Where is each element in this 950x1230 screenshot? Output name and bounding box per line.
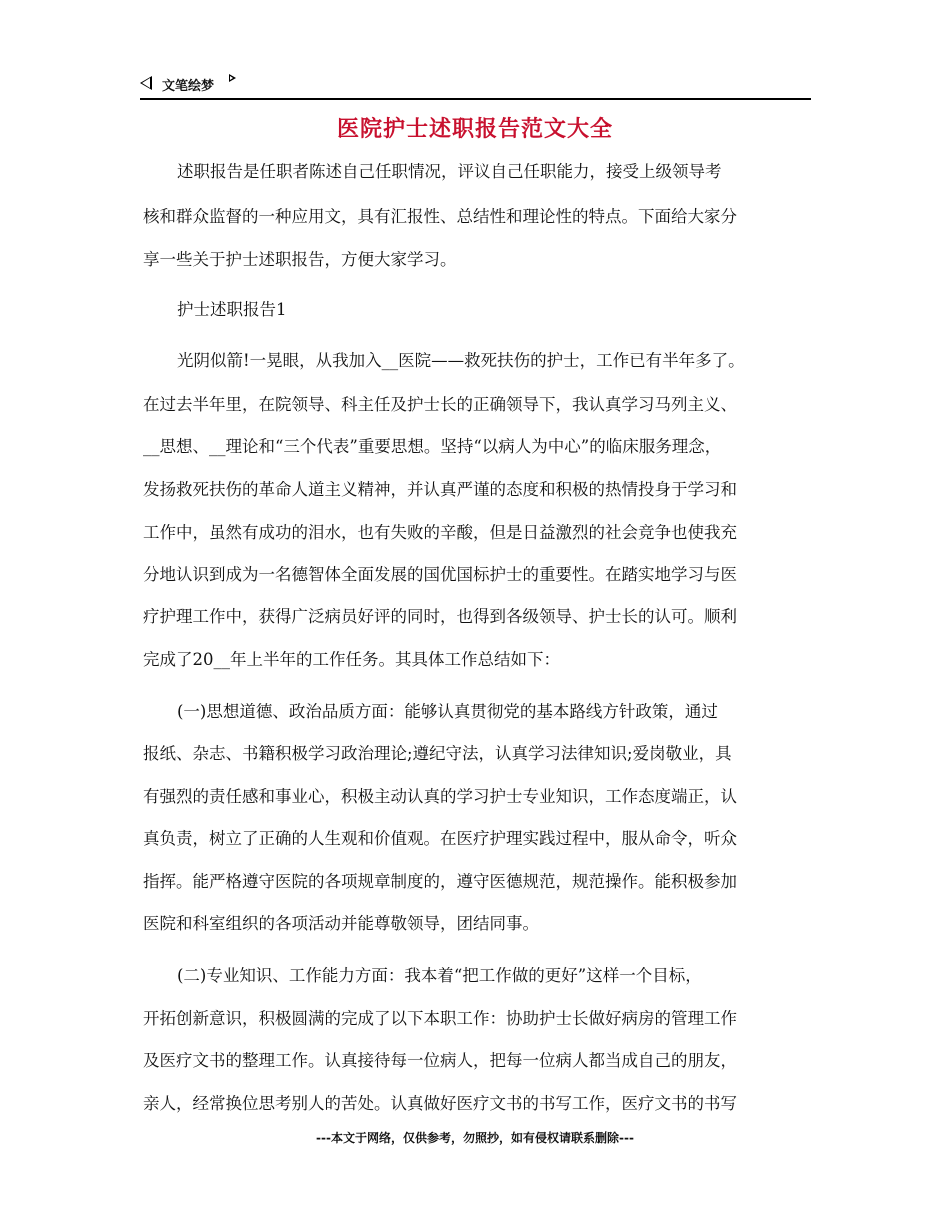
footer-disclaimer: ---本文于网络，仅供参考，勿照抄，如有侵权请联系删除---: [316, 1131, 634, 1145]
text-line: 疗护理工作中，获得广泛病员好评的同时，也得到各级领导、护士长的认可。顺利: [143, 607, 737, 626]
text-line: 享一些关于护士述职报告，方便大家学习。: [143, 250, 457, 269]
text-line: 开拓创新意识，积极圆满的完成了以下本职工作：协助护士长做好病房的管理工作: [143, 1009, 737, 1028]
page-header: [140, 72, 811, 100]
text-line: 分地认识到成为一名德智体全面发展的国优国标护士的重要性。在踏实地学习与医: [143, 565, 737, 584]
text-line: 指挥。能严格遵守医院的各项规章制度的，遵守医德规范，规范操作。能积极参加: [143, 872, 737, 891]
text-line: 有强烈的责任感和事业心，积极主动认真的学习护士专业知识，工作态度端正，认: [143, 787, 737, 806]
document-title: 医院护士述职报告范文大全: [336, 117, 613, 142]
text-line: 工作中，虽然有成功的泪水，也有失败的辛酸，但是日益激烈的社会竞争也使我充: [143, 523, 737, 542]
triangle-right-icon: [229, 74, 236, 82]
text-line: 述职报告是任职者陈述自己任职情况，评议自己任职能力，接受上级领导考: [177, 162, 722, 181]
text-line: 报纸、杂志、书籍积极学习政治理论;遵纪守法，认真学习法律知识;爱岗敬业，具: [143, 744, 732, 763]
text-line: (一)思想道德、政治品质方面：能够认真贯彻党的基本路线方针政策，通过: [177, 702, 718, 721]
text-line: 及医疗文书的整理工作。认真接待每一位病人，把每一位病人都当成自己的朋友，: [143, 1051, 737, 1070]
text-line: 完成了20__年上半年的工作任务。其具体工作总结如下：: [143, 650, 560, 669]
text-line: 在过去半年里，在院领导、科主任及护士长的正确领导下，我认真学习马列主义、: [143, 395, 737, 414]
text-line: __思想、__理论和“三个代表”重要思想。坚持“以病人为中心”的临床服务理念，: [143, 437, 722, 456]
section-heading: 护士述职报告1: [177, 300, 287, 319]
text-line: 真负责，树立了正确的人生观和价值观。在医疗护理实践过程中，服从命令，听众: [143, 829, 737, 848]
text-line: 发扬救死扶伤的革命人道主义精神，并认真严谨的态度和积极的热情投身于学习和: [143, 480, 737, 499]
triangle-left-icon: [140, 76, 152, 90]
text-line: 亲人，经常换位思考别人的苦处。认真做好医疗文书的书写工作，医疗文书的书写: [143, 1094, 737, 1113]
text-line: (二)专业知识、工作能力方面：我本着“把工作做的更好”这样一个目标，: [177, 966, 702, 985]
brand-name: 文笔绘梦: [162, 79, 215, 94]
text-line: 核和群众监督的一种应用文，具有汇报性、总结性和理论性的特点。下面给大家分: [143, 207, 737, 226]
text-line: 光阴似箭!一晃眼，从我加入__医院——救死扶伤的护士，工作已有半年多了。: [177, 351, 745, 370]
text-line: 医院和科室组织的各项活动并能尊敬领导，团结同事。: [143, 914, 539, 933]
